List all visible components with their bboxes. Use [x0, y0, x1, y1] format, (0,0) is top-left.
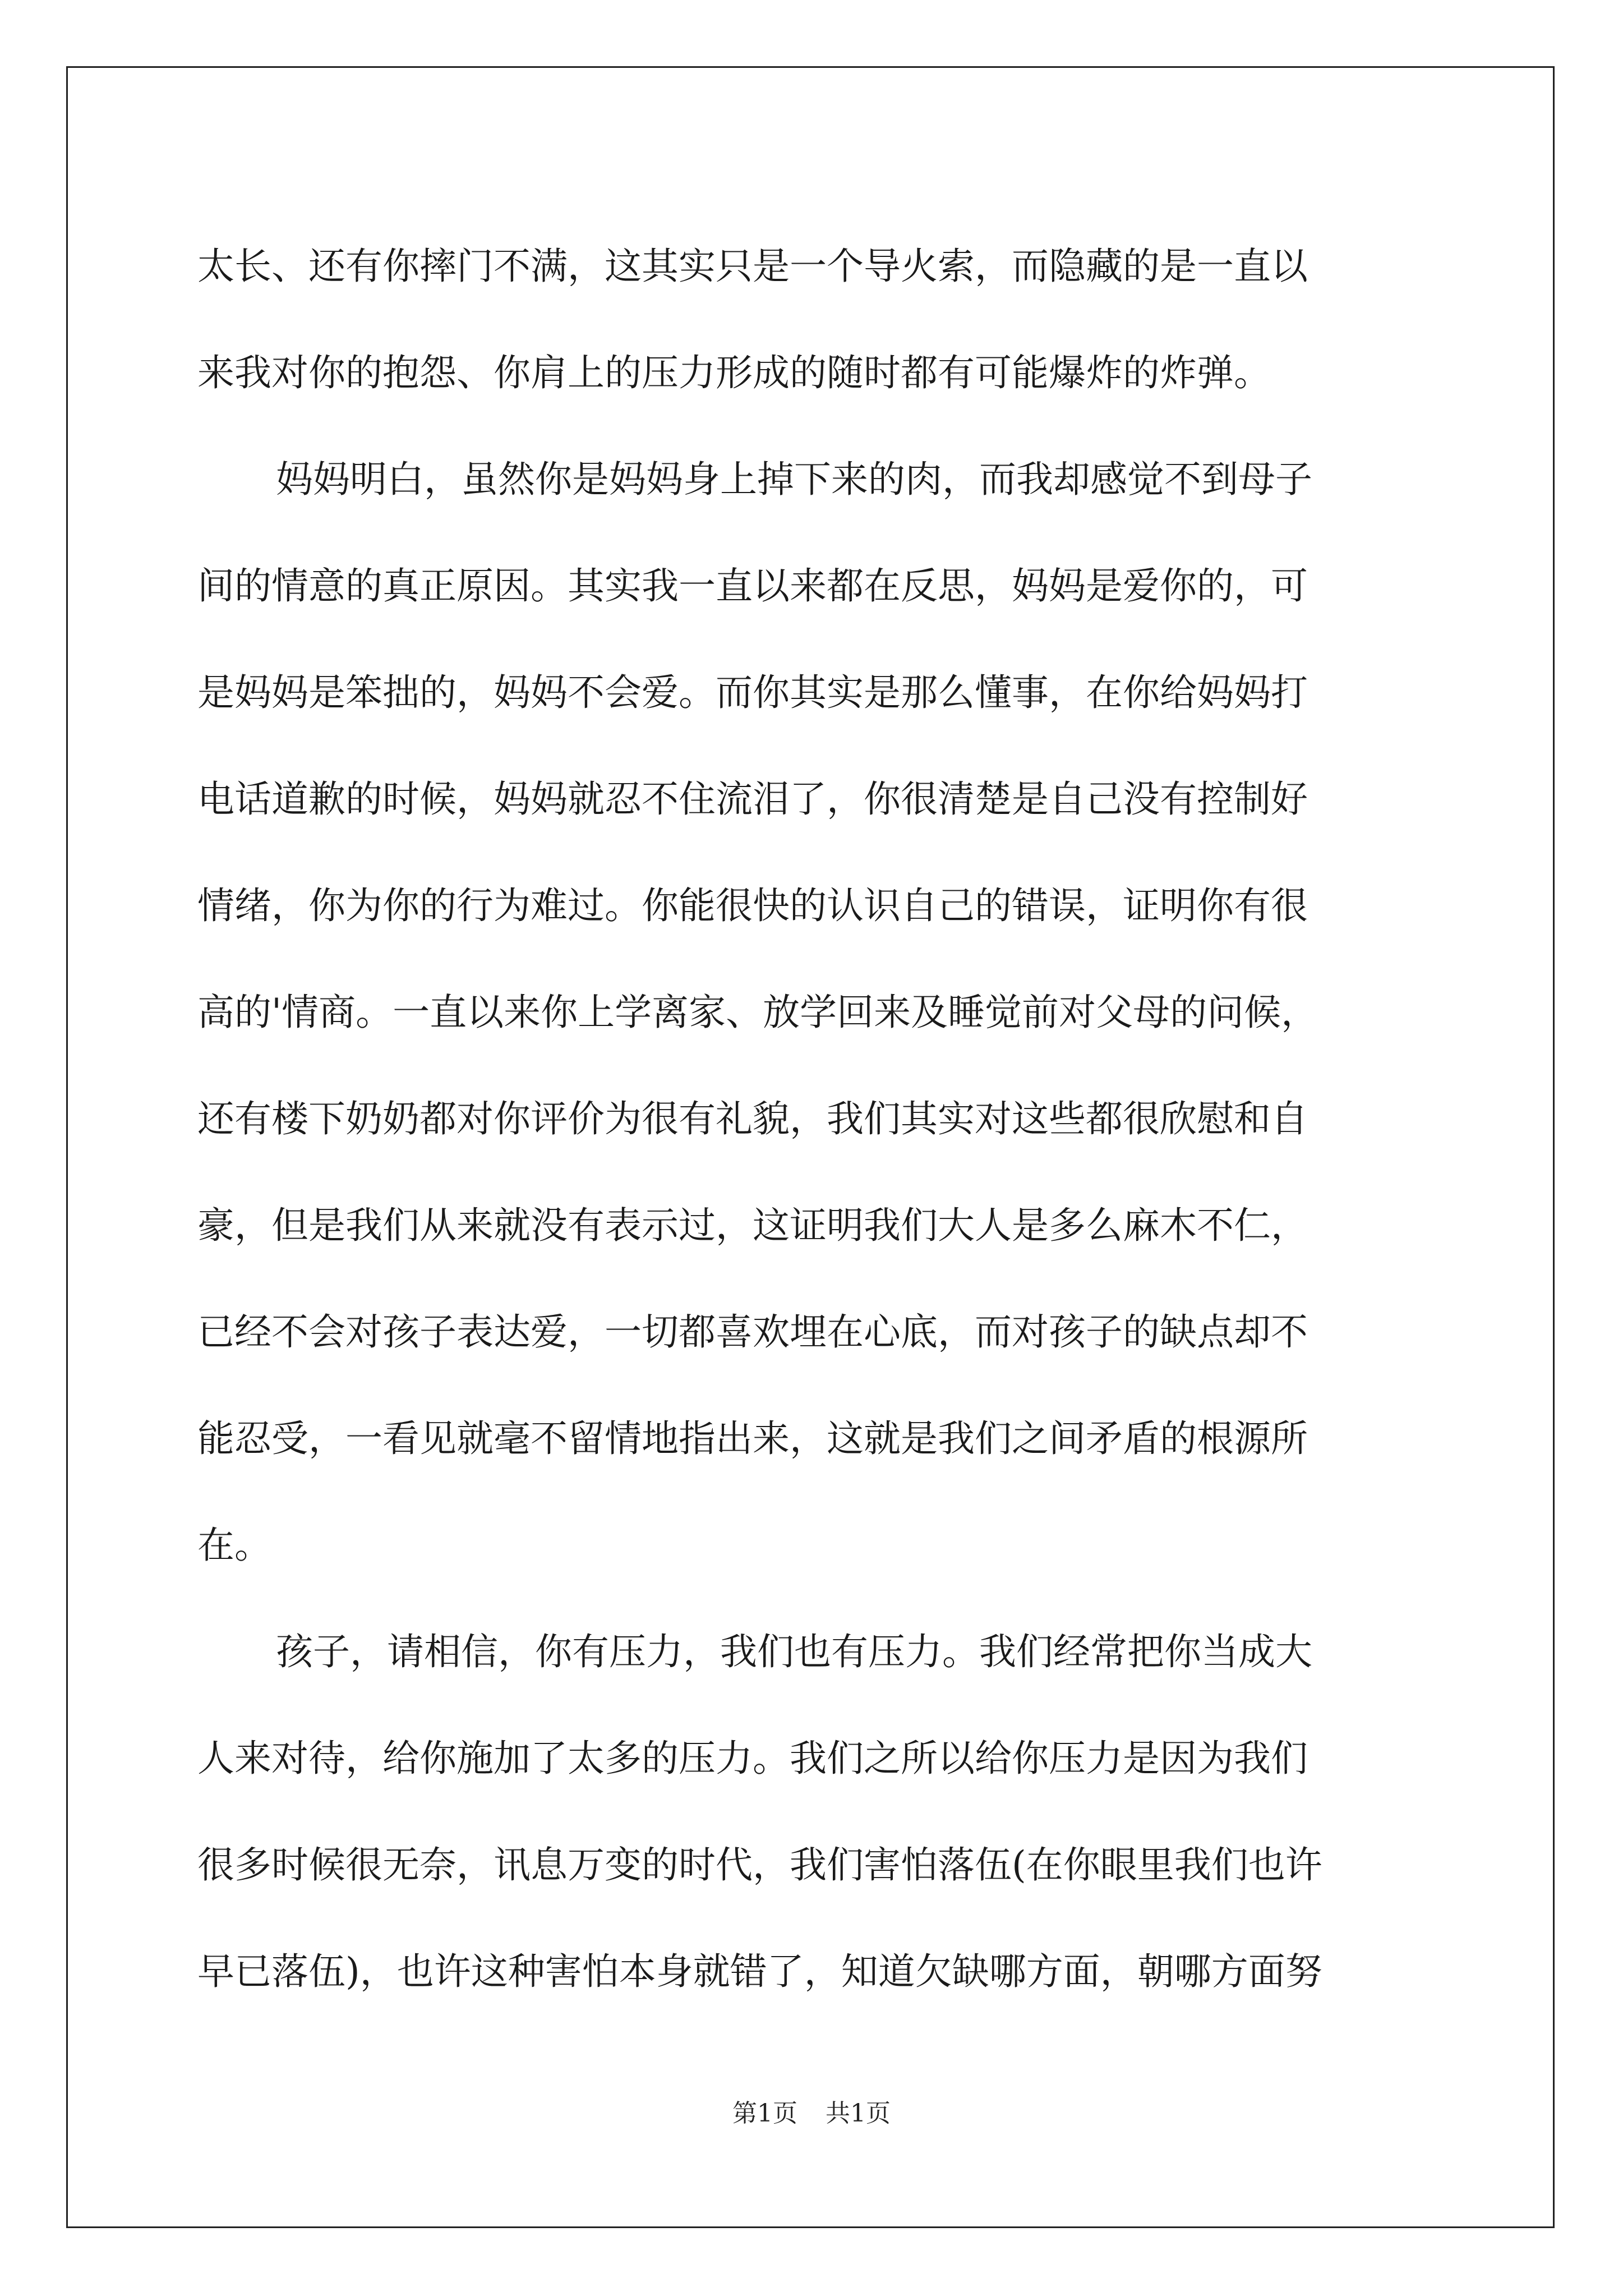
text-line: 已经不会对孩子表达爱，一切都喜欢埋在心底，而对孩子的缺点却不 — [197, 1310, 1308, 1354]
text-line: 还有楼下奶奶都对你评价为很有礼貌，我们其实对这些都很欣慰和自 — [197, 1097, 1308, 1140]
paragraph-first-line: 孩子，请相信，你有压力，我们也有压力。我们经常把你当成大 — [276, 1630, 1312, 1673]
document-body — [197, 213, 1431, 2025]
text-line: 是妈妈是笨拙的，妈妈不会爱。而你其实是那么懂事，在你给妈妈打 — [197, 671, 1308, 714]
page-number: 第1页 — [732, 2099, 797, 2128]
text-line: 早已落伍)，也许这种害怕本身就错了，知道欠缺哪方面，朝哪方面努 — [197, 1950, 1322, 1993]
text-line: 豪，但是我们从来就没有表示过，这证明我们大人是多么麻木不仁， — [197, 1204, 1308, 1247]
text-line: 人来对待，给你施加了太多的压力。我们之所以给你压力是因为我们 — [197, 1737, 1308, 1780]
text-line: 能忍受，一看见就毫不留情地指出来，这就是我们之间矛盾的根源所 — [197, 1417, 1308, 1460]
text-line: 电话道歉的时候，妈妈就忍不住流泪了，你很清楚是自己没有控制好 — [197, 777, 1308, 821]
text-line: 高的'情商。一直以来你上学离家、放学回来及睡觉前对父母的问候， — [197, 991, 1318, 1034]
text-line: 来我对你的抱怨、你肩上的压力形成的随时都有可能爆炸的炸弹。 — [197, 351, 1271, 394]
text-line: 太长、还有你摔门不满，这其实只是一个导火索，而隐藏的是一直以 — [197, 245, 1308, 288]
text-line: 间的情意的真正原因。其实我一直以来都在反思，妈妈是爱你的，可 — [197, 564, 1308, 608]
text-line: 在。 — [197, 1524, 271, 1567]
paragraph-first-line: 妈妈明白，虽然你是妈妈身上掉下来的肉，而我却感觉不到母子 — [276, 458, 1312, 501]
page-total: 共1页 — [826, 2099, 891, 2128]
text-line: 很多时候很无奈，讯息万变的时代，我们害怕落伍(在你眼里我们也许 — [197, 1843, 1322, 1887]
text-line: 情绪，你为你的行为难过。你能很快的认识自己的错误，证明你有很 — [197, 884, 1308, 927]
page-footer — [0, 2097, 1623, 2131]
